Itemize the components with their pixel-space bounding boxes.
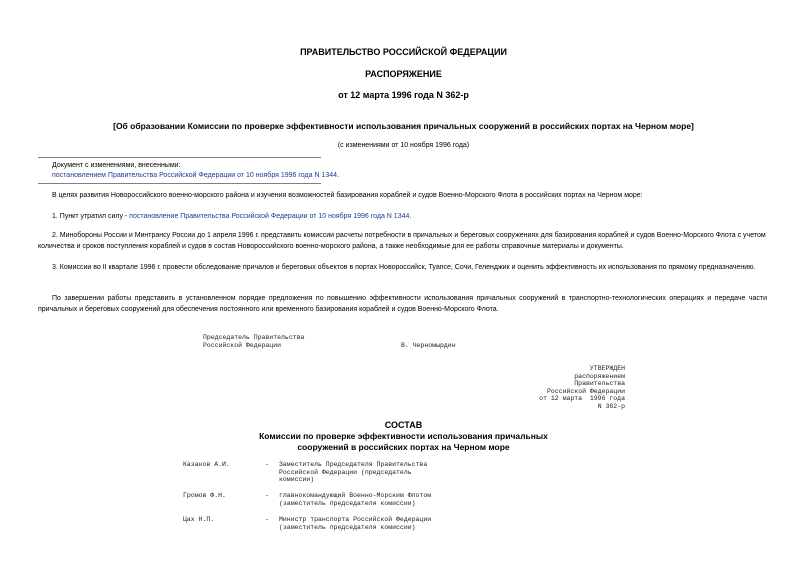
paragraph-1: 1. Пункт утратил силу - постановление Правительства Российской Федерации от 10 ноября 1996 года N 1344. [52, 213, 412, 220]
paragraph-2: 2. Минобороны России и Минтрансу России до 1 апреля 1996 г. представить комиссии расчеты потребности в причальных и береговых сооружениях для базирования кораблей и судов Военно-Морского Флота с учетом количества и сроков поступления кораблей и судов в состав Новороссийского военно-морского района, а также необходимые для ее работы справочные материалы и документы. [38, 232, 766, 250]
paragraph-1-link[interactable]: постановление Правительства Российской Федерации от 10 ноября 1996 года N 1344 [129, 213, 410, 220]
document-type: РАСПОРЯЖЕНИЕ [365, 69, 442, 79]
member-name: Громов Ф.Н. [183, 492, 226, 499]
approved-stamp: УТВЕРЖДЕН распоряжением Правительства Российской Федерации от 12 марта 1996 года N 362-р [539, 365, 625, 410]
member-role: Заместитель Председателя Правительства Российской Федерации (председатель комиссии) [279, 461, 428, 484]
member-dash: - [265, 492, 269, 499]
member-name: Цах Н.П. [183, 516, 215, 523]
sostav-title: СОСТАВ [384, 420, 423, 430]
member-role: главнокомандующий Военно-Морским Флотом (заместитель председателя комиссии) [279, 492, 432, 507]
document-title: [Об образовании Комиссии по проверке эффективности использования причальных сооружений в российских портах на Черном море] [113, 121, 694, 131]
signature-position: Председатель Правительства Российской Федерации [203, 334, 305, 349]
signature-name: В. Черномырдин [401, 342, 456, 349]
intro-paragraph: В целях развития Новороссийского военно-морского района и изучения возможностей базирования кораблей и судов Военно-Морского Флота в российских портах на Черном море: [52, 192, 643, 199]
paragraph-4: По завершении работы представить в установленном порядке предложения по повышению эффективности использования причальных сооружений в транспортно-технологических операциях и передаче части причальных и береговых сооружений для обеспечения постоянного или временного базирования кораблей и судов Военно-Морского Флота. [38, 295, 767, 313]
bottom-rule [38, 183, 321, 184]
document-date: от 12 марта 1996 года N 362-р [338, 90, 469, 100]
member-dash: - [265, 461, 269, 468]
amendments-link[interactable]: постановлением Правительства Российской Федерации от 10 ноября 1996 года N 1344 [52, 172, 338, 179]
member-role: Министр транспорта Российской Федерации (заместитель председателя комиссии) [279, 516, 432, 531]
government-heading: ПРАВИТЕЛЬСТВО РОССИЙСКОЙ ФЕДЕРАЦИИ [300, 47, 507, 57]
member-name: Казаков А.И. [183, 461, 230, 468]
member-dash: - [265, 516, 269, 523]
paragraph-3: 3. Комиссии во II квартале 1996 г. провести обследование причалов и береговых объектов в портах Новороссийск, Туапсе, Сочи, Геленджик и оценить эффективность их использования по прямому предназначению. [52, 264, 756, 271]
amendments-line: постановлением Правительства Российской Федерации от 10 ноября 1996 года N 1344. [52, 172, 339, 179]
changes-note: (с изменениями от 10 ноября 1996 года) [337, 142, 470, 149]
top-rule [38, 157, 321, 158]
amendments-label: Документ с изменениями, внесенными: [52, 162, 181, 169]
sostav-subtitle: Комиссии по проверке эффективности использования причальных сооружений в российских портах на Черном море [259, 431, 548, 452]
